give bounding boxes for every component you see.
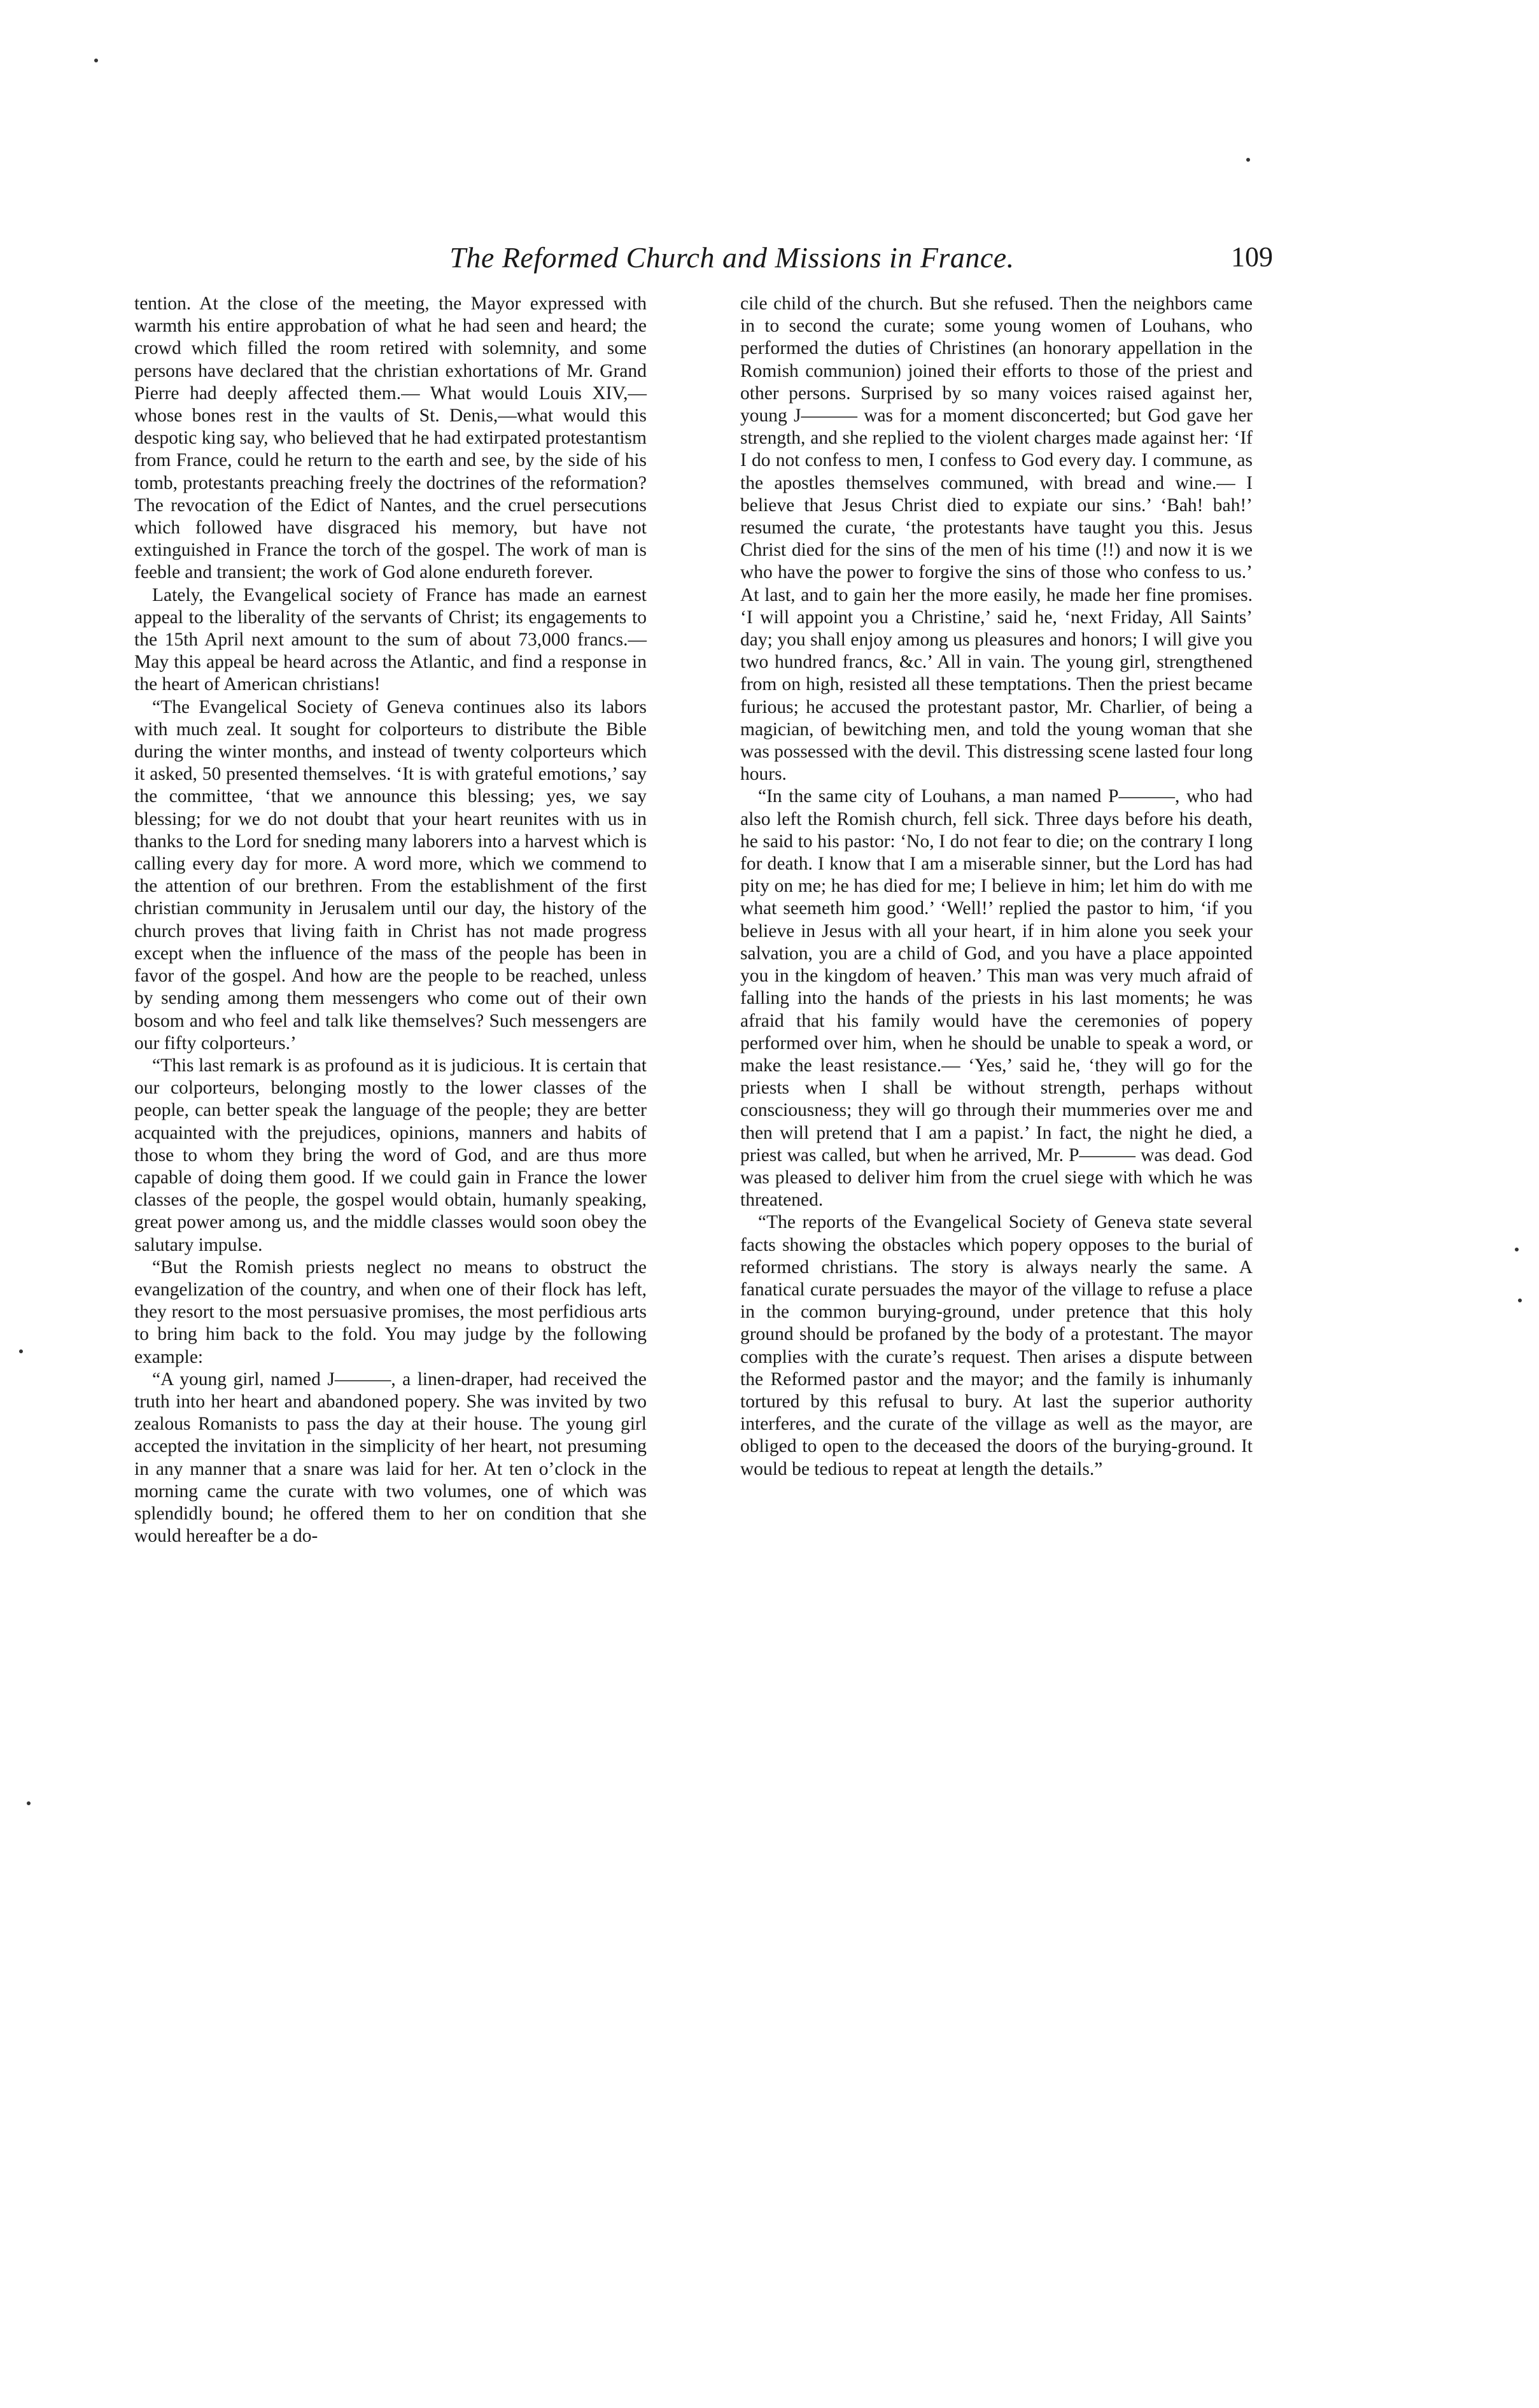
scan-speck [27,1801,31,1805]
page-number: 109 [1231,241,1273,272]
paragraph: cile child of the church. But she refused. Then the neighbors came in to second the curate; some young women of Louhans, who performed the duties of Christines (an honorary appellation in the Romish communion) joined their efforts to those of the priest and other persons. Surprised by so many voices raised against her, young J——— was for a moment disconcerted; but God gave her strength, and she replied to the violent charges made against her: ‘If I do not confess to men, I confess to God every day. I commune, as the apostles themselves communed, with bread and wine.— I believe that Jesus Christ died to expiate our sins.’ ‘Bah! bah!’ resumed the curate, ‘the protestants have taught you this. Jesus Christ died for the sins of the men of his time (!!) and now it is we who have the power to forgive the sins of those who confess to us.’ At last, and to gain her the more easily, he made her fine promises. ‘I will appoint you a Christine,’ said he, ‘next Friday, All Saints’ day; you shall enjoy among us pleasures and honors; I will give you two hundred francs, &c.’ All in vain. The young girl, strengthened from on high, resisted all these temptations. Then the priest became furious; he accused the protestant pastor, Mr. Charlier, of being a magician, of bewitching men, and told the young woman that she was possessed with the devil. This distressing scene lasted four long hours. [740,293,1253,785]
paragraph: “This last remark is as profound as it is judicious. It is certain that our colporteurs, belonging mostly to the lower classes of the people, can better speak the language of the people; they are better acquainted with the prejudices, opinions, manners and habits of those to whom they bring the word of God, and are thus more capable of doing them good. If we could gain in France the lower classes of the people, the gospel would obtain, humanly speaking, great power among us, and the middle classes would soon obey the salutary impulse. [134,1055,647,1255]
scan-speck [94,59,98,62]
left-column [134,293,647,1547]
scan-speck [1246,158,1250,162]
paragraph: “But the Romish priests neglect no means to obstruct the evangelization of the country, and when one of their flock has left, they resort to the most persuasive promises, the most perfidious arts to bring him back to the fold. You may judge by the following example: [134,1257,647,1367]
paragraph: “In the same city of Louhans, a man named P———, who had also left the Romish church, fell sick. Three days before his death, he said to his pastor: ‘No, I do not fear to die; on the contrary I long for death. I know that I am a miserable sinner, but the Lord has had pity on me; he has died for me; I believe in him; let him do with me what seemeth him good.’ ‘Well!’ replied the pastor to him, ‘if you believe in Jesus with all your heart, if in him alone you seek your salvation, you are a child of God, and you have a place appointed you in the kingdom of heaven.’ This man was very much afraid of falling into the hands of the priests in his last moments; he was afraid that his family would have the ceremonies of popery performed over him, when he should be unable to speak a word, or make the least resistance.— ‘Yes,’ said he, ‘they will go for the priests when I shall be without strength, perhaps without consciousness; they will go through their mummeries over me and then will pretend that I am a papist.’ In fact, the night he died, a priest was called, but when he arrived, Mr. P——— was dead. God was pleased to deliver him from the cruel siege with which he was threatened. [740,786,1253,1211]
scan-speck [1515,1248,1519,1251]
page-header [191,241,1273,279]
paragraph: “A young girl, named J———, a linen-draper, had received the truth into her heart and abandoned popery. She was invited by two zealous Romanists to pass the day at their house. The young girl accepted the invitation in the simplicity of her heart, not presuming in any manner that a snare was laid for her. At ten o’clock in the morning came the curate with two volumes, one of which was splendidly bound; he offered them to her on condition that she would hereafter be a do- [134,1369,647,1547]
paragraph: Lately, the Evangelical society of France has made an earnest appeal to the liberality of the servants of Christ; its engagements to the 15th April next amount to the sum of about 73,000 francs.— May this appeal be heard across the Atlantic, and find a response in the heart of American christians! [134,584,647,695]
running-title: The Reformed Church and Missions in France. [449,241,1015,274]
right-column [740,293,1253,1481]
paragraph: tention. At the close of the meeting, the Mayor expressed with warmth his entire approbation of what he had seen and heard; the crowd which filled the room retired with solemnity, and some persons have declared that the christian exhortations of Mr. Grand Pierre had deeply affected them.— What would Louis XIV,—whose bones rest in the vaults of St. Denis,—what would this despotic king say, who believed that he had extirpated protestantism from France, could he return to the earth and see, by the side of his tomb, protestants preaching freely the doctrines of the reformation? The revocation of the Edict of Nantes, and the cruel persecutions which followed have disgraced his memory, but have not extinguished in France the torch of the gospel. The work of man is feeble and transient; the work of God alone endureth forever. [134,293,647,583]
scan-speck [19,1349,23,1353]
paragraph: “The Evangelical Society of Geneva continues also its labors with much zeal. It sought for colporteurs to distribute the Bible during the winter months, and instead of twenty colporteurs which it asked, 50 presented themselves. ‘It is with grateful emotions,’ say the committee, ‘that we announce this blessing; yes, we say blessing; for we do not doubt that your heart reunites with us in thanks to the Lord for sneding many laborers into a harvest which is calling every day for more. A word more, which we commend to the attention of our brethren. From the establishment of the first christian community in Jerusalem until our day, the history of the church proves that living faith in Christ has not made progress except when the influence of the mass of the people has been in favor of the gospel. And how are the people to be reached, unless by sending among them messengers who come out of their own bosom and who feel and talk like themselves? Such messengers are our fifty colporteurs.’ [134,696,647,1053]
paragraph: “The reports of the Evangelical Society of Geneva state several facts showing the obstacles which popery opposes to the burial of reformed christians. The story is always nearly the same. A fanatical curate persuades the mayor of the village to refuse a place in the common burying-ground, under pretence that this holy ground should be profaned by the body of a protestant. The mayor complies with the curate’s request. Then arises a dispute between the Reformed pastor and the mayor; and the family is inhumanly tortured by this refusal to bury. At last the superior authority interferes, and the curate of the village as well as the mayor, are obliged to open to the deceased the doors of the burying-ground. It would be tedious to repeat at length the details.” [740,1212,1253,1479]
scan-speck [1518,1299,1522,1302]
